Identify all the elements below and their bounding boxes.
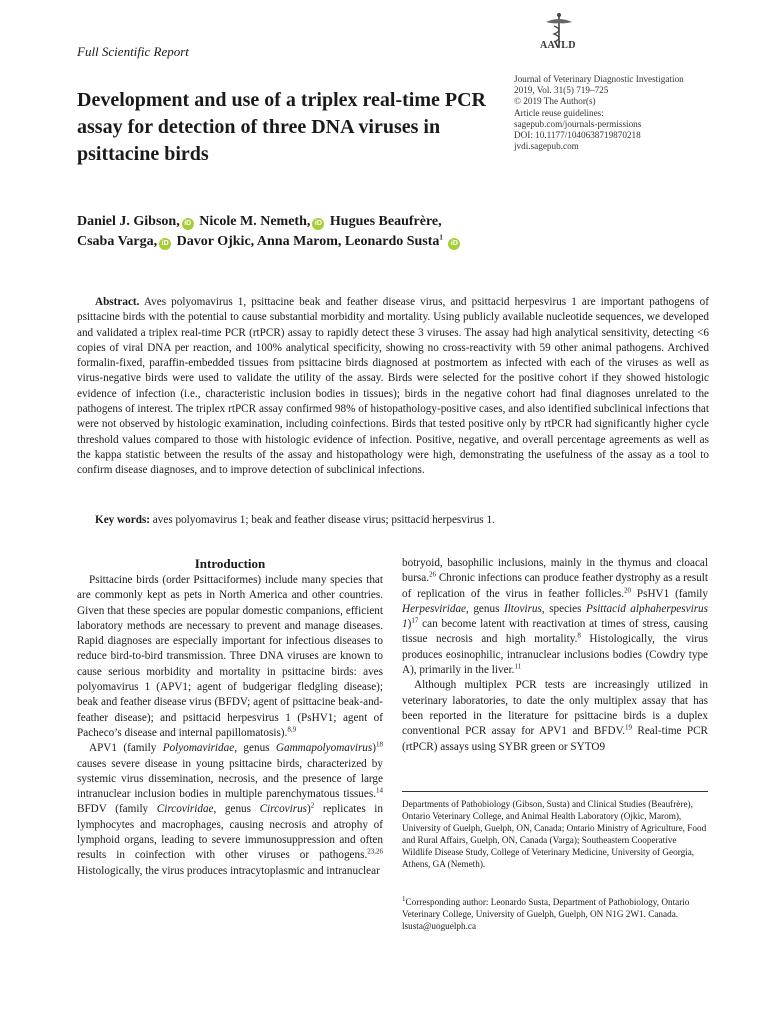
aavld-logo [526,12,590,52]
reference-mark[interactable]: 14 [376,786,383,795]
author-beaufrere[interactable]: Hugues Beaufrère, [329,214,442,229]
keywords [95,514,715,526]
abstract-label: Abstract. [95,296,140,308]
journal-website-link[interactable]: jvdi.sagepub.com [514,141,579,152]
article-title: Development and use of a triplex real-time PCR assay for detection of three DNA viruses in psittacine birds [77,89,487,165]
reference-mark[interactable]: 23,26 [367,847,383,856]
abstract [77,295,709,479]
orcid-icon[interactable]: iD [159,238,171,250]
left-column [77,573,383,879]
reference-mark[interactable]: 17 [411,616,419,625]
logo-text: AAVLD [540,40,576,51]
intro-paragraph-4: Although multiplex PCR tests are increasingly utilized in veterinary laboratories, to date the only multiplex assay that has been reported in the literature for psittacine birds is a duplex conventional PCR assay for APV1 and BFDV.$^{19}$ Real-time PCR (rtPCR) assays using SYBR green or SYTO9 [402,679,708,753]
report-type: Full Scientific Report [77,44,189,59]
permissions-link[interactable]: sagepub.com/journals-permissions [514,118,642,129]
reference-mark[interactable]: 2 [310,801,315,810]
intro-paragraph-1: Psittacine birds (order Psittaciformes) include many species that are commonly kept as pets in North America and other countries. Given that these species are popular domestic companions, efficient laboratory methods are necessary to prevent and manage diseases. Rapid diagnoses are especially important for infectious diseases to reduce bird-to-bird transmission. Three DNA viruses are known to cause serious morbidity and mortality in psittacine birds: aves polyomavirus 1 (APV1; agent of budgerigar fledgling disease); beak and feather disease virus (BFDV; agent of psittacine beak-and-feather disease); and psittacid herpesvirus 1 (PsHV1; agent of Pacheco’s disease and internal papillomatosis).$^{8,9}$ [77,574,383,739]
intro-paragraph-2: APV1 (family Polyomaviridae, genus Gammapolyomavirus)$^{18}$ causes severe disease in young psittacine birds, characterized by systemic virus dissemination, necrosis, and the presence of large intranuclear inclusion bodies in multiple parenchymatous tissues.$^{14}$ BFDV (family Circoviridae, genus Circovirus)$^2$ replicates in lymphocytes and macrophages, causing necrosis and atrophy of lymphoid organs, leading to severe immunosuppression and often results in coinfection with other viruses or pathogens.$^{23,26}$ Histologically, the virus produces intracytoplasmic and intranuclear [77,740,384,877]
reference-mark[interactable]: 26 [429,570,437,579]
reuse-guidelines-label: Article reuse guidelines: [514,107,604,118]
reference-mark[interactable]: 11 [514,662,522,671]
journal-volume: 2019, Vol. 31(5) 719–725 [514,85,609,96]
introduction-heading: Introduction [194,556,266,571]
reference-mark[interactable]: 20 [624,585,632,594]
corresponding-author-footnote: $^1$Corresponding author: Leonardo Susta, Department of Pathobiology, Ontario Veterinary College, University of Guelph, Guelph, ON N1G 2W1. Canada. lsusta@uoguelph.ca [402,894,690,931]
footnote-divider [402,791,708,792]
author-ojkic-marom-susta[interactable]: Davor Ojkic, Anna Marom, Leonardo Susta [176,234,440,249]
author-varga[interactable]: Csaba Varga, [77,234,158,249]
author-footnote-mark: 1 [439,233,443,242]
orcid-icon[interactable]: iD [182,218,194,230]
journal-name: Journal of Veterinary Diagnostic Investigation [514,74,684,84]
reference-mark[interactable]: 18 [376,740,383,749]
reference-mark[interactable]: 19 [625,723,633,732]
keywords-text: aves polyomavirus 1; beak and feather disease virus; psittacid herpesvirus 1. [150,514,495,526]
doi-link[interactable]: DOI: 10.1177/1040638719870218 [514,130,641,141]
abstract-text: Aves polyomavirus 1, psittacine beak and feather disease virus, and psittacid herpesvirus 1 are important pathogens of psittacine birds with the potential to cause substantial morbidity and mortality. Using publicly available nucleotide sequences, we developed and validated a triplex real-time PCR (rtPCR) assay to rapidly detect these 3 viruses. The assay had high analytical sensitivity, detecting <6 copies of viral DNA per reaction, and 100% analytical specificity, showing no cross-reactivity with 59 other animal pathogens. Archived formalin-fixed, paraffin-embedded tissues from psittacine birds diagnosed at postmortem as infected with each of the viruses as well as virus-negative birds were used to validate the utility of the assay. Birds were selected for the positive cohort if they showed histologic evidence of infection (i.e., characteristic inclusion bodies in tissues); birds in the negative cohort had final diagnoses unrelated to the pathogens of interest. The triplex rtPCR assay confirmed 98% of histopathology-positive cases, and also identified subclinical infections that were not observed by histologic examination, including coinfections. Birds that tested positive only by rtPCR had significantly higher cycle threshold values compared to those with histologic evidence of infection. Positive, negative, and overall percentage agreements as well as the kappa statistic between the results of the assay and histopathology were high, demonstrating the usefulness of the assay as a tool to confirm disease diagnoses, and to improve detection of subclinical infections. [77,296,709,477]
orcid-icon[interactable]: iD [448,238,460,250]
author-nemeth[interactable]: Nicole M. Nemeth, [199,214,311,229]
keywords-label: Key words: [95,514,150,526]
author-list [77,212,507,252]
author-gibson[interactable]: Daniel J. Gibson, [77,214,180,229]
reference-mark[interactable]: 8,9 [287,725,297,734]
orcid-icon[interactable]: iD [312,218,324,230]
journal-copyright: © 2019 The Author(s) [514,96,596,107]
journal-info [514,74,744,152]
reference-mark[interactable]: 8 [577,631,581,640]
intro-paragraph-3: botryoid, basophilic inclusions, mainly in the thymus and cloacal bursa.$^{26}$ Chronic infections can produce feather dystrophy as a result of replication of the virus in feather follicles.$^{20}$ PsHV1 (family Herpesviridae, genus Iltovirus, species Psittacid alphaherpesvirus 1)$^{17}$ can become latent with reactivation at times of stress, causing tissue necrosis and high mortality.$^8$ Histologically, the virus produces eosinophilic, intranuclear inclusions bodies (Cowdry type A), primarily in the liver.$^{11}$ [402,557,708,677]
affiliations-footnote: Departments of Pathobiology (Gibson, Susta) and Clinical Studies (Beaufrère), Ontario Veterinary College, and Animal Health Laboratory (Ojkic, Marom), University of Guelph, Guelph, ON, Canada; Ontario Ministry of Agriculture, Food and Rural Affairs, Guelph, ON, Canada (Varga); Southeastern Cooperative Wildlife Disease Study, College of Veterinary Medicine, University of Georgia, Athens, GA (Nemeth). [402,799,707,869]
right-column [402,556,708,755]
